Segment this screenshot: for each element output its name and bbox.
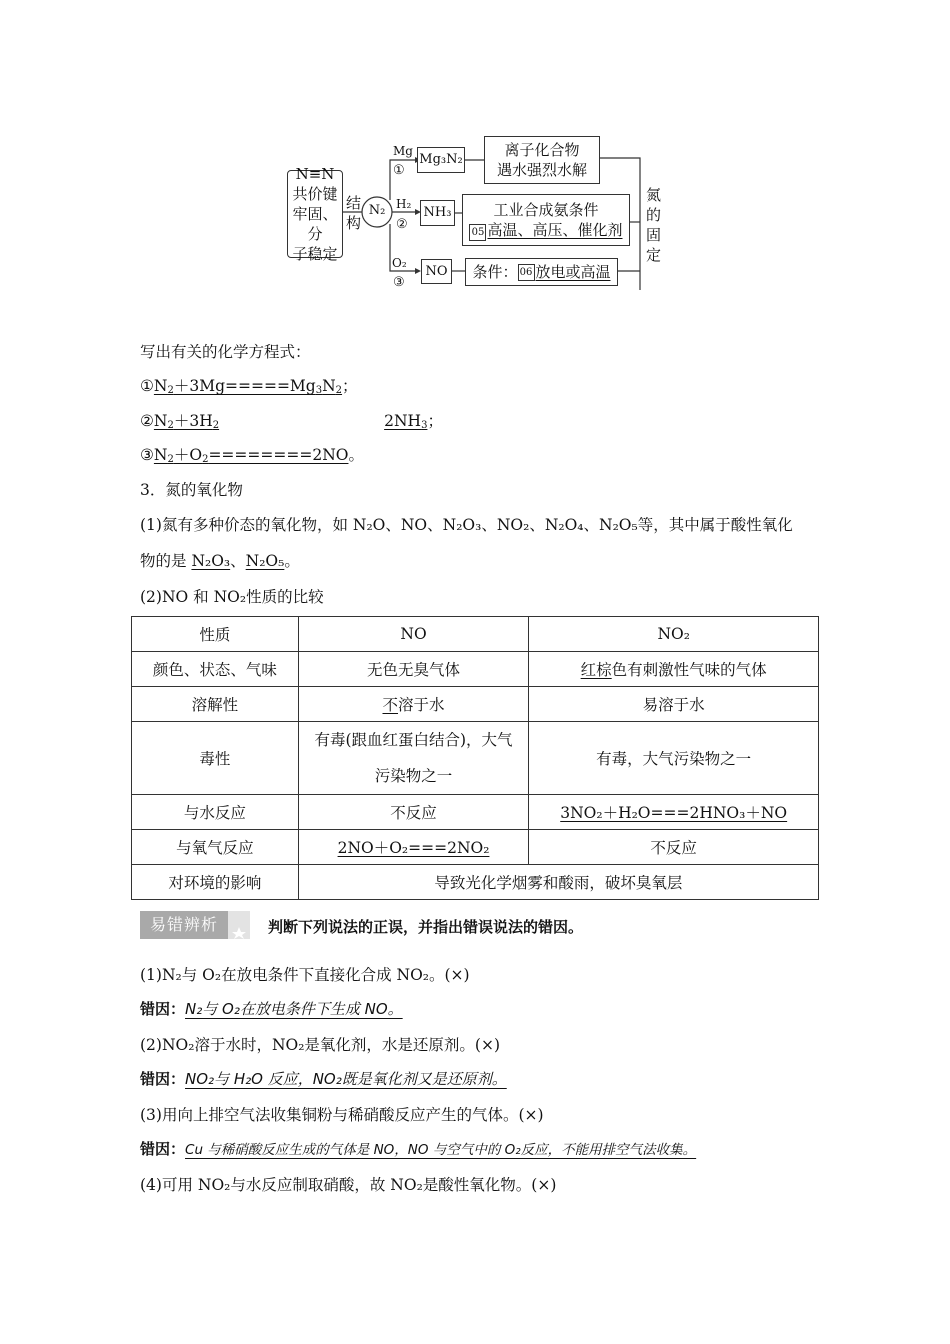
table-cell	[298, 830, 529, 865]
eq-part: ＋3H	[173, 412, 213, 430]
paragraph-1-line-1: (1)氮有多种价态的氧化物，如 N₂O、NO、N₂O₃、NO₂、N₂O₄、N₂O₅等，其中属于酸性氧化	[140, 516, 793, 534]
desc-box	[462, 194, 630, 246]
reason-text: N₂与 O₂在放电条件下生成 NO。	[185, 1000, 403, 1018]
eq-part: ========2NO	[208, 446, 349, 464]
desc-line: 遇水强烈水解	[496, 161, 587, 179]
n2-center-label: N₂	[368, 203, 386, 218]
cell-line: 有毒(跟血红蛋白结合)，大气	[314, 731, 513, 749]
eq-part: N	[322, 377, 336, 395]
eq-body: $N_2+O_2========2NO$	[153, 446, 349, 465]
answer-text: 高温、高压、催化剂	[487, 220, 623, 239]
table-row	[132, 722, 819, 795]
fixation-char: 固	[646, 226, 662, 244]
blank-number: 06	[518, 264, 535, 281]
eq-end: ；	[342, 377, 358, 395]
n2-structure-box	[287, 165, 343, 263]
table-cell: 溶解性	[132, 687, 299, 722]
star-shape	[228, 911, 250, 939]
comparison-table	[131, 616, 819, 900]
table-cell	[298, 722, 529, 795]
eq-end: ；	[427, 412, 443, 430]
branch-number: ③	[393, 275, 405, 290]
cell-text: 色有刺激性气味的气体	[611, 661, 767, 679]
star-icon	[228, 911, 250, 939]
desc-box	[484, 136, 600, 184]
reason-3	[140, 1138, 696, 1159]
structure-line: 子稳定	[292, 245, 338, 263]
answer-text: N₂O₅	[245, 552, 285, 570]
section-heading: 3．氮的氧化物	[140, 481, 243, 499]
product-box: NH₃	[420, 200, 455, 226]
reason-label: 错因：	[140, 1140, 186, 1158]
eq-number: ③	[140, 446, 154, 464]
reason-text: Cu 与稀硝酸反应生成的气体是 NO，NO 与空气中的 O₂反应，不能用排空气法收集。	[185, 1142, 697, 1158]
eq-end: 。	[348, 446, 364, 464]
error-instruction: 判断下列说法的正误，并指出错误说法的错因。	[268, 918, 584, 936]
p1-prefix: 物的是	[140, 552, 192, 570]
cell-line: 污染物之一	[374, 767, 453, 785]
statement-2: (2)NO₂溶于水时，NO₂是氧化剂，水是还原剂。(×)	[140, 1036, 501, 1054]
reason-label: 错因：	[140, 1000, 186, 1018]
table-cell	[529, 795, 819, 830]
table-header: NO₂	[529, 617, 819, 652]
equation-2	[140, 409, 443, 431]
answer-text: 红棕	[580, 661, 612, 679]
desc-box	[465, 258, 618, 286]
table-cell: 颜色、状态、气味	[132, 652, 299, 687]
statement-1: (1)N₂与 O₂在放电条件下直接化合成 NO₂。(×)	[140, 966, 470, 984]
cell-text: 溶于水	[398, 696, 445, 714]
reason-label: 错因：	[140, 1070, 186, 1088]
table-row	[132, 865, 819, 900]
answer-text: 不	[382, 696, 399, 714]
answer-text: 3NO₂＋H₂O===2HNO₃＋NO	[560, 804, 788, 822]
p1-sep: 、	[230, 552, 246, 570]
answer-text: 放电或高温	[535, 263, 611, 281]
table-cell: 不反应	[529, 830, 819, 865]
structure-line: N≡N	[295, 165, 335, 183]
table-cell: 无色无臭气体	[298, 652, 529, 687]
table-cell	[529, 652, 819, 687]
product-box: Mg₃N₂	[417, 147, 465, 173]
equation-1	[140, 374, 358, 396]
statement-4: (4)可用 NO₂与水反应制取硝酸，故 NO₂是酸性氧化物。(×)	[140, 1176, 557, 1194]
equations-intro: 写出有关的化学方程式：	[140, 343, 311, 361]
reason-text: NO₂与 H₂O 反应，NO₂既是氧化剂又是还原剂。	[185, 1070, 507, 1088]
table-cell: 与氧气反应	[132, 830, 299, 865]
desc-prefix: 条件：	[472, 263, 518, 281]
reagent-label: H₂	[396, 197, 412, 211]
desc-line-2	[469, 220, 622, 241]
nitrogen-fixation-label	[646, 185, 662, 265]
table-header-row	[132, 617, 819, 652]
branch-number: ②	[396, 217, 408, 232]
fixation-char: 的	[646, 206, 662, 224]
statement-3: (3)用向上排空气法收集铜粉与稀硝酸反应产生的气体。(×)	[140, 1106, 544, 1124]
paragraph-2: (2)NO 和 NO₂性质的比较	[140, 588, 324, 606]
table-cell: 与水反应	[132, 795, 299, 830]
table-cell	[298, 687, 529, 722]
eq-part: N	[153, 377, 168, 395]
diagram-connectors	[0, 0, 950, 300]
structure-label	[346, 193, 362, 233]
table-row	[132, 830, 819, 865]
desc-line: 工业合成氨条件	[493, 200, 599, 219]
blank-number: 05	[469, 224, 486, 241]
table-cell: 导致光化学烟雾和酸雨，破坏臭氧层	[298, 865, 818, 900]
table-row	[132, 687, 819, 722]
table-cell: 易溶于水	[529, 687, 819, 722]
answer-text: N₂O₃	[191, 552, 231, 570]
equation-3	[140, 443, 364, 465]
table-cell: 有毒，大气污染物之一	[529, 722, 819, 795]
structure-line: 牢固、分	[292, 205, 338, 243]
table-cell: 对环境的影响	[132, 865, 299, 900]
reason-1	[140, 998, 403, 1019]
product-box: NO	[421, 259, 452, 284]
reason-2	[140, 1068, 507, 1089]
table-header: 性质	[132, 617, 299, 652]
eq-part: 2NH	[384, 412, 422, 430]
table-header: NO	[298, 617, 529, 652]
eq-number: ①	[140, 377, 154, 395]
table-cell: 毒性	[132, 722, 299, 795]
error-analysis-tag: 易错辨析	[140, 911, 228, 939]
paragraph-1-line-2	[140, 549, 300, 571]
eq-body: $N_2+3Mg=====Mg_3N_2$	[153, 377, 343, 396]
structure-char: 结	[346, 194, 362, 212]
table-row	[132, 652, 819, 687]
reagent-label: Mg	[393, 144, 413, 158]
fixation-char: 氮	[646, 186, 662, 204]
branch-number: ①	[393, 163, 405, 178]
answer-text: 2NO＋O₂===2NO₂	[337, 839, 490, 857]
table-row	[132, 795, 819, 830]
eq-part: N	[153, 446, 168, 464]
structure-char: 构	[346, 214, 362, 232]
reagent-label: O₂	[392, 256, 407, 270]
eq-part: N	[153, 412, 168, 430]
eq-body: $N_2+3H_2$ $2NH_3$	[153, 412, 428, 431]
eq-number: ②	[140, 412, 154, 430]
structure-line: 共价键	[292, 185, 338, 203]
table-cell: 不反应	[298, 795, 529, 830]
desc-line: 离子化合物	[504, 141, 580, 159]
fixation-char: 定	[646, 246, 662, 264]
eq-part: ＋O	[173, 446, 203, 464]
p1-end: 。	[284, 552, 300, 570]
eq-part: ＋3Mg=====Mg	[173, 377, 316, 395]
